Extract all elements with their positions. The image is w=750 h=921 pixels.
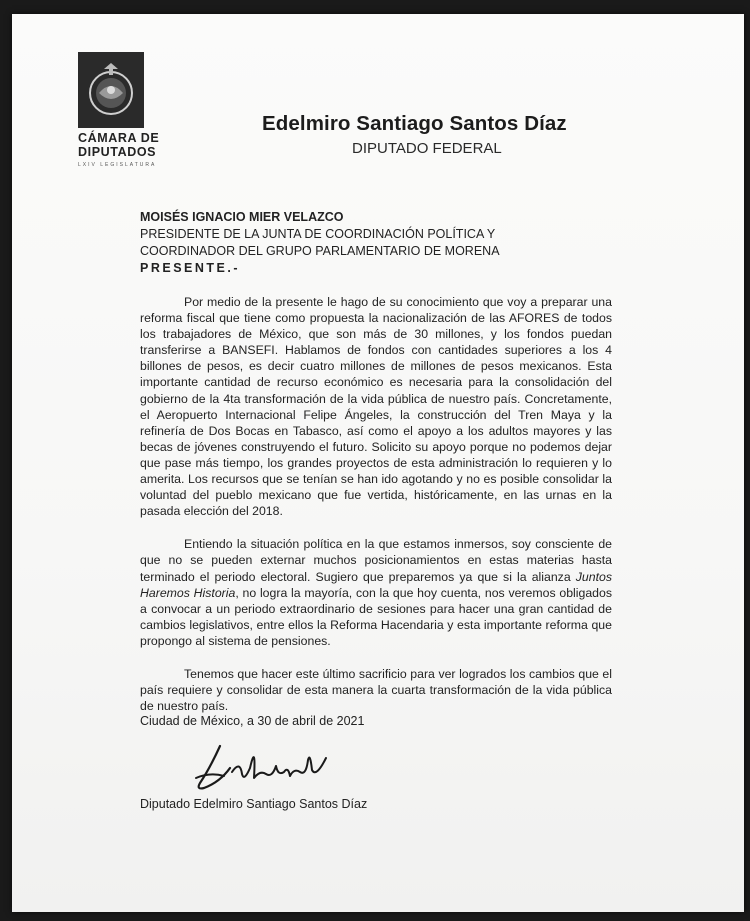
salutation: PRESENTE.-: [140, 261, 241, 275]
recipient-name: MOISÉS IGNACIO MIER VELAZCO: [140, 210, 344, 224]
signatory-name: Diputado Edelmiro Santiago Santos Díaz: [140, 797, 368, 811]
sender-name: Edelmiro Santiago Santos Díaz: [262, 112, 567, 135]
recipient-block: [140, 209, 500, 277]
sender-header: [262, 112, 662, 157]
alliance-name: Juntos Haremos Historia: [140, 569, 612, 600]
recipient-title-line1: PRESIDENTE DE LA JUNTA DE COORDINACIÓN POLÍTICA Y: [140, 227, 496, 241]
chamber-seal-icon: [78, 52, 144, 128]
letter-body: [140, 294, 612, 731]
paragraph-3: Tenemos que hacer este último sacrificio para ver logrados los cambios que el país requiere y consolidar de esta manera la cuarta transformación de la vida pública de nuestro país.: [140, 666, 612, 714]
paragraph-2: Entiendo la situación política en la que estamos inmersos, soy consciente de que no se pueden externar muchos posicionamientos en estas materias hasta terminado el periodo electoral. Sugiero que preparemos ya que si la alianza Juntos Haremos Historia, no logra la mayoría, con la que hoy cuenta, nos veremos obligados a convocar a un periodo extraordinario de sesiones para hacer una gran cantidad de cambios legislativos, entre ellos la Reforma Hacendaria y esta importante reforma que propongo al sistema de pensiones.: [140, 537, 612, 648]
paragraph-1: Por medio de la presente le hago de su conocimiento que voy a preparar una reforma fiscal que tiene como propuesta la nacionalización de las AFORES de todos los trabajadores de México, que son más de 30 millones, y los fondos puedan transferirse a BANSEFI. Hablamos de fondos con cantidades superiores a los 4 billones de pesos, es decir cuatro millones de millones de pesos mexicanos. Esta importante cantidad de recurso económico es necesaria para la consolidación del gobierno de la 4ta transformación de la vida pública de nuestro país. Concretamente, el Aeropuerto Internacional Felipe Ángeles, la construcción del Tren Maya y la refinería de Dos Bocas en Tabasco, así como el apoyo a los adultos mayores y las becas de jóvenes construyendo el futuro. Solicito su apoyo porque no podemos dejar que pase más tiempo, los grandes proyectos de esta administración lo requieren y lo amerita. Los recursos que se tenían se han ido agotando y no es posible consolidar la voluntad del pueblo mexicano que fue vertida, históricamente, en las urnas en la pasada elección del 2018.: [140, 295, 612, 519]
chamber-logo: [78, 52, 173, 182]
legislature-caption: LXIV LEGISLATURA: [78, 162, 157, 168]
handwritten-signature: [190, 738, 350, 803]
sender-title: DIPUTADO FEDERAL: [352, 140, 502, 157]
letter-date: Ciudad de México, a 30 de abril de 2021: [140, 714, 365, 728]
chamber-name: CÁMARA DE DIPUTADOS: [78, 131, 160, 159]
recipient-title-line2: COORDINADOR DEL GRUPO PARLAMENTARIO DE MORENA: [140, 244, 500, 258]
